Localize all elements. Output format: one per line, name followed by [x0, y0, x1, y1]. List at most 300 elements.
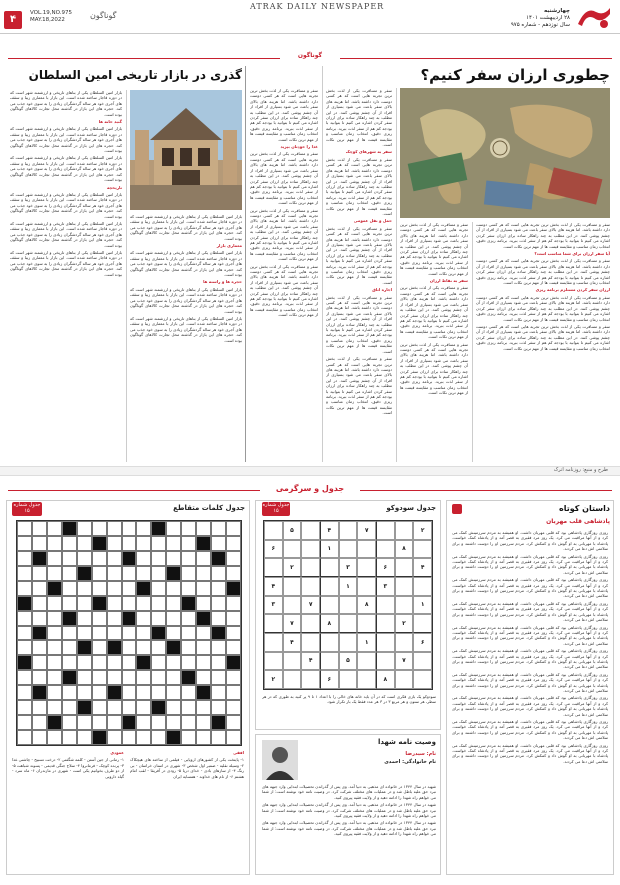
crossword-cell[interactable] — [151, 611, 166, 626]
crossword-cell[interactable] — [196, 626, 211, 641]
crossword-cell[interactable] — [77, 655, 92, 670]
crossword-cell[interactable] — [151, 730, 166, 745]
crossword-cell[interactable] — [151, 566, 166, 581]
crossword-cell[interactable] — [211, 700, 226, 715]
crossword-cell[interactable] — [166, 581, 181, 596]
crossword-cell[interactable] — [17, 551, 32, 566]
crossword-cell[interactable] — [151, 551, 166, 566]
crossword-cell[interactable] — [47, 611, 62, 626]
crossword-cell[interactable] — [77, 596, 92, 611]
crossword-cell[interactable] — [226, 715, 241, 730]
crossword-cell[interactable] — [32, 640, 47, 655]
sudoku-cell[interactable] — [357, 614, 376, 633]
crossword-cell[interactable] — [211, 685, 226, 700]
crossword-cell[interactable] — [92, 521, 107, 536]
crossword-cell[interactable] — [196, 655, 211, 670]
crossword-cell[interactable] — [136, 670, 151, 685]
sudoku-cell[interactable] — [264, 558, 283, 577]
crossword-cell[interactable] — [166, 521, 181, 536]
sudoku-cell[interactable] — [301, 614, 320, 633]
sudoku-cell[interactable]: ۸ — [320, 614, 339, 633]
crossword-cell[interactable] — [136, 640, 151, 655]
crossword-cell[interactable] — [47, 640, 62, 655]
crossword-cell[interactable] — [92, 551, 107, 566]
crossword-cell[interactable] — [181, 715, 196, 730]
sudoku-cell[interactable] — [357, 652, 376, 671]
crossword-cell[interactable] — [181, 685, 196, 700]
crossword-cell[interactable] — [62, 581, 77, 596]
crossword-cell[interactable] — [196, 670, 211, 685]
sudoku-cell[interactable] — [376, 652, 395, 671]
crossword-cell[interactable] — [196, 581, 211, 596]
crossword-cell[interactable] — [17, 715, 32, 730]
crossword-cell[interactable] — [92, 685, 107, 700]
crossword-cell[interactable] — [181, 551, 196, 566]
sudoku-cell[interactable] — [339, 521, 358, 540]
crossword-cell[interactable] — [47, 551, 62, 566]
crossword-cell[interactable] — [166, 655, 181, 670]
crossword-cell[interactable] — [62, 730, 77, 745]
sudoku-cell[interactable] — [339, 670, 358, 689]
sudoku-cell[interactable] — [413, 670, 432, 689]
crossword-cell[interactable] — [166, 700, 181, 715]
crossword-cell[interactable] — [107, 655, 122, 670]
crossword-cell[interactable] — [62, 715, 77, 730]
crossword-black-cell — [92, 536, 107, 551]
crossword-cell[interactable] — [151, 581, 166, 596]
sudoku-cell[interactable]: ۴ — [413, 558, 432, 577]
sudoku-cell[interactable]: ۱ — [413, 596, 432, 615]
crossword-cell[interactable] — [107, 611, 122, 626]
sudoku-cell[interactable] — [395, 577, 414, 596]
crossword-cell[interactable] — [92, 626, 107, 641]
sudoku-cell[interactable] — [357, 558, 376, 577]
crossword-cell[interactable] — [136, 715, 151, 730]
crossword-cell[interactable] — [166, 670, 181, 685]
crossword-cell[interactable] — [107, 730, 122, 745]
crossword-cell[interactable] — [107, 670, 122, 685]
crossword-cell[interactable] — [47, 655, 62, 670]
sudoku-cell[interactable]: ۶ — [320, 670, 339, 689]
crossword-cell[interactable] — [122, 521, 137, 536]
crossword-cell[interactable] — [47, 730, 62, 745]
sudoku-cell[interactable] — [395, 596, 414, 615]
crossword-cell[interactable] — [181, 730, 196, 745]
crossword-cell[interactable] — [17, 611, 32, 626]
crossword-cell[interactable] — [47, 626, 62, 641]
crossword-cell[interactable] — [77, 626, 92, 641]
sudoku-cell[interactable] — [376, 614, 395, 633]
crossword-cell[interactable] — [226, 700, 241, 715]
crossword-cell[interactable] — [226, 685, 241, 700]
crossword-cell[interactable] — [92, 700, 107, 715]
sudoku-cell[interactable] — [283, 596, 302, 615]
crossword-cell[interactable] — [181, 521, 196, 536]
crossword-cell[interactable] — [92, 640, 107, 655]
sudoku-cell[interactable] — [264, 633, 283, 652]
crossword-cell[interactable] — [92, 611, 107, 626]
section-name: گوناگون — [90, 11, 117, 20]
crossword-cell[interactable] — [226, 536, 241, 551]
travel-subhead-1: آیا سفر ارزان برای شما مناسب است؟ — [534, 251, 610, 257]
story-para-4: روزی روزگاری پادشاهی بود که قلبی مهربان داشت. او همیشه به مردم سرزمینش کمک می کرد و از آنها مراقبت می کرد. یک روز مرد فقیری به قصر آمد و از پادشاه کمک خواست. پادشاه با مهربانی به او گوش داد و کمکش کرد. مردم سرزمین او را دوست داشتند و برای سلامتی اش دعا می کردند. — [452, 600, 608, 623]
crossword-cell[interactable] — [32, 596, 47, 611]
crossword-cell[interactable] — [17, 521, 32, 536]
sudoku-cell[interactable] — [395, 558, 414, 577]
crossword-black-cell — [47, 581, 62, 596]
crossword-black-cell — [181, 670, 196, 685]
bazaar-body-7: بازار امین السلطان یکی از بناهای تاریخی و ارزشمند شهر است که در دوره قاجار ساخته شده است. این بازار با معماری زیبا و سقف های آجری خود هر ساله گردشگران زیادی را به سوی خود جذب می کند. حجره های این بازار در گذشته محل تجارت کالاهای گوناگون بوده است. — [10, 191, 122, 219]
sudoku-cell[interactable]: ۶ — [376, 558, 395, 577]
sudoku-cell[interactable] — [413, 540, 432, 559]
sudoku-cell[interactable]: ۲ — [283, 558, 302, 577]
sudoku-cell[interactable] — [301, 521, 320, 540]
sudoku-cell[interactable]: ۴ — [301, 652, 320, 671]
crossword-cell[interactable] — [136, 566, 151, 581]
across-title: افقی — [233, 750, 244, 755]
crossword-cell[interactable] — [47, 670, 62, 685]
crossword-cell[interactable] — [62, 640, 77, 655]
crossword-cell[interactable] — [226, 626, 241, 641]
crossword-cell[interactable] — [181, 626, 196, 641]
sudoku-cell[interactable] — [339, 596, 358, 615]
crossword-cell[interactable] — [196, 596, 211, 611]
crossword-cell[interactable] — [92, 715, 107, 730]
crossword-cell[interactable] — [181, 581, 196, 596]
sudoku-cell[interactable]: ۶ — [264, 540, 283, 559]
crossword-cell[interactable] — [32, 566, 47, 581]
crossword-cell[interactable] — [211, 521, 226, 536]
crossword-cell[interactable] — [62, 551, 77, 566]
crossword-cell[interactable] — [92, 655, 107, 670]
crossword-cell[interactable] — [181, 655, 196, 670]
crossword-cell[interactable] — [32, 536, 47, 551]
crossword-cell[interactable] — [17, 566, 32, 581]
crossword-cell[interactable] — [181, 700, 196, 715]
crossword-cell[interactable] — [226, 730, 241, 745]
sudoku-cell[interactable]: ۳ — [339, 558, 358, 577]
crossword-cell[interactable] — [122, 566, 137, 581]
sudoku-grid[interactable] — [263, 520, 433, 690]
travel-body-15: سفر و مسافرت یکی از لذت بخش ترین تجربه هایی است که هر کسی دوست دارد داشته باشد. اما هزینه های بالای سفر باعث می شود بسیاری از افراد از آن چشم پوشی کنند. در این مطلب به چند راهکار ساده برای ارزان سفر کردن اشاره می کنیم تا بتوانید با بودجه کم هم از سفر لذت ببرید. برنامه ریزی دقیق، انتخاب زمان مناسب و مقایسه قیمت ها از مهم ترین نکات است. — [250, 263, 318, 318]
crossword-cell[interactable] — [136, 700, 151, 715]
crossword-black-cell — [211, 626, 226, 641]
sudoku-cell[interactable] — [320, 652, 339, 671]
crossword-cell[interactable] — [211, 655, 226, 670]
crossword-cell[interactable] — [151, 685, 166, 700]
sudoku-cell[interactable] — [376, 521, 395, 540]
sudoku-cell[interactable] — [301, 540, 320, 559]
crossword-cell[interactable] — [32, 670, 47, 685]
col-divider — [396, 88, 397, 462]
sudoku-cell[interactable]: ۴ — [264, 577, 283, 596]
crossword-black-cell — [122, 611, 137, 626]
crossword-cell[interactable] — [211, 670, 226, 685]
sudoku-cell[interactable] — [413, 577, 432, 596]
crossword-cell[interactable] — [166, 611, 181, 626]
crossword-cell[interactable] — [32, 581, 47, 596]
masthead — [0, 0, 620, 34]
sudoku-cell[interactable]: ۸ — [395, 540, 414, 559]
crossword-cell[interactable] — [166, 596, 181, 611]
crossword-cell[interactable] — [47, 596, 62, 611]
crossword-cell[interactable] — [62, 566, 77, 581]
crossword-cell[interactable] — [17, 730, 32, 745]
crossword-cell[interactable] — [151, 655, 166, 670]
crossword-cell[interactable] — [17, 685, 32, 700]
crossword-cell[interactable] — [107, 715, 122, 730]
crossword-cell[interactable] — [151, 715, 166, 730]
crossword-cell[interactable] — [136, 685, 151, 700]
crossword-cell[interactable] — [151, 596, 166, 611]
sudoku-cell[interactable] — [413, 614, 432, 633]
crossword-cell[interactable] — [166, 685, 181, 700]
crossword-cell[interactable] — [47, 566, 62, 581]
puzzle-banner: جدول و سرگرمی — [260, 482, 360, 496]
crossword-cell[interactable] — [32, 521, 47, 536]
crossword-cell[interactable] — [166, 551, 181, 566]
sudoku-cell[interactable] — [376, 596, 395, 615]
sudoku-cell[interactable] — [395, 521, 414, 540]
crossword-cell[interactable] — [77, 730, 92, 745]
crossword-cell[interactable] — [136, 596, 151, 611]
sudoku-cell[interactable]: ۳ — [376, 577, 395, 596]
crossword-cell[interactable] — [211, 640, 226, 655]
crossword-cell[interactable] — [47, 521, 62, 536]
sudoku-cell[interactable]: ۲ — [395, 614, 414, 633]
sudoku-cell[interactable]: ۸ — [357, 596, 376, 615]
crossword-cell[interactable] — [151, 536, 166, 551]
crossword-cell[interactable] — [196, 640, 211, 655]
crossword-cell[interactable] — [107, 700, 122, 715]
sudoku-cell[interactable] — [357, 670, 376, 689]
crossword-cell[interactable] — [196, 700, 211, 715]
crossword-cell[interactable] — [122, 685, 137, 700]
crossword-black-cell — [17, 596, 32, 611]
crossword-cell[interactable] — [226, 640, 241, 655]
sudoku-cell[interactable] — [395, 633, 414, 652]
crossword-cell[interactable] — [226, 670, 241, 685]
crossword-black-cell — [196, 611, 211, 626]
sudoku-cell[interactable] — [301, 577, 320, 596]
sudoku-cell[interactable] — [283, 577, 302, 596]
crossword-cell[interactable] — [107, 521, 122, 536]
crossword-black-cell — [196, 536, 211, 551]
sudoku-cell[interactable]: ۵ — [339, 652, 358, 671]
story-para-3: روزی روزگاری پادشاهی بود که قلبی مهربان داشت. او همیشه به مردم سرزمینش کمک می کرد و از آنها مراقبت می کرد. یک روز مرد فقیری به قصر آمد و از پادشاه کمک خواست. پادشاه با مهربانی به او گوش داد و کمکش کرد. مردم سرزمین او را دوست داشتند و برای سلامتی اش دعا می کردند. — [452, 577, 608, 599]
sudoku-cell[interactable] — [320, 577, 339, 596]
sudoku-cell[interactable]: ۴ — [283, 633, 302, 652]
sudoku-cell[interactable] — [413, 652, 432, 671]
sudoku-cell[interactable]: ۲ — [264, 670, 283, 689]
crossword-cell[interactable] — [17, 626, 32, 641]
sudoku-cell[interactable]: ۶ — [413, 633, 432, 652]
crossword-cell[interactable] — [77, 581, 92, 596]
crossword-cell[interactable] — [107, 566, 122, 581]
crossword-cell[interactable] — [17, 581, 32, 596]
crossword-cell[interactable] — [136, 536, 151, 551]
sudoku-cell[interactable]: ۸ — [376, 670, 395, 689]
crossword-cell[interactable] — [181, 611, 196, 626]
col-divider — [322, 66, 323, 462]
crossword-cell[interactable] — [122, 640, 137, 655]
crossword-cell[interactable] — [122, 626, 137, 641]
crossword-cell[interactable] — [17, 670, 32, 685]
crossword-cell[interactable] — [47, 700, 62, 715]
travel-subhead-6: غذا را خودتان بپزید — [280, 144, 318, 150]
crossword-cell[interactable] — [136, 521, 151, 536]
crossword-cell[interactable] — [136, 730, 151, 745]
travel-body-3b: سفر و مسافرت یکی از لذت بخش ترین تجربه هایی است که هر کسی دوست دارد داشته باشد. اما هزینه های بالای سفر باعث می شود بسیاری از افراد از آن چشم پوشی کنند. در این مطلب به چند راهکار ساده برای ارزان سفر کردن اشاره می کنیم تا بتوانید با بودجه کم هم از سفر لذت ببرید. برنامه ریزی دقیق، انتخاب زمان مناسب و مقایسه قیمت ها از مهم ترین نکات است. — [476, 323, 610, 351]
crossword-cell[interactable] — [122, 655, 137, 670]
paper-name: ATRAK DAILY NEWSPAPER — [250, 2, 385, 11]
crossword-cell[interactable] — [77, 611, 92, 626]
sudoku-cell[interactable] — [357, 577, 376, 596]
sudoku-cell[interactable] — [283, 652, 302, 671]
crossword-cell[interactable] — [47, 685, 62, 700]
crossword-cell[interactable] — [92, 566, 107, 581]
crossword-cell[interactable] — [17, 536, 32, 551]
crossword-cell[interactable] — [196, 521, 211, 536]
crossword-cell[interactable] — [226, 566, 241, 581]
sudoku-cell[interactable] — [320, 596, 339, 615]
crossword-cell[interactable] — [92, 670, 107, 685]
crossword-cell[interactable] — [122, 700, 137, 715]
crossword-cell[interactable] — [77, 685, 92, 700]
crossword-cell[interactable] — [62, 626, 77, 641]
crossword-black-cell — [211, 715, 226, 730]
sudoku-cell[interactable] — [264, 521, 283, 540]
crossword-cell[interactable] — [226, 611, 241, 626]
crossword-cell[interactable] — [62, 655, 77, 670]
sudoku-cell[interactable] — [283, 670, 302, 689]
down-title: عمودی — [110, 750, 124, 755]
sudoku-cell[interactable] — [339, 614, 358, 633]
crossword-cell[interactable] — [211, 596, 226, 611]
crossword-cell[interactable] — [166, 626, 181, 641]
sudoku-cell[interactable] — [395, 670, 414, 689]
sudoku-cell[interactable] — [301, 558, 320, 577]
crossword-cell[interactable] — [122, 536, 137, 551]
crossword-cell[interactable] — [32, 730, 47, 745]
crossword-cell[interactable] — [62, 685, 77, 700]
crossword-cell[interactable] — [166, 536, 181, 551]
sudoku-cell[interactable]: ۵ — [283, 521, 302, 540]
crossword-cell[interactable] — [92, 581, 107, 596]
crossword-cell[interactable] — [196, 715, 211, 730]
crossword-cell[interactable] — [62, 596, 77, 611]
crossword-cell[interactable] — [226, 521, 241, 536]
crossword-cell[interactable] — [107, 536, 122, 551]
crossword-cell[interactable] — [226, 596, 241, 611]
crossword-cell[interactable] — [151, 670, 166, 685]
crossword-cell[interactable] — [122, 670, 137, 685]
crossword-cell[interactable] — [122, 581, 137, 596]
crossword-cell[interactable] — [181, 536, 196, 551]
crossword-cell[interactable] — [107, 581, 122, 596]
crossword-cell[interactable] — [32, 715, 47, 730]
sudoku-cell[interactable]: ۷ — [283, 614, 302, 633]
travel-body-4: سفر و مسافرت یکی از لذت بخش ترین تجربه هایی است که هر کسی دوست دارد داشته باشد. اما هزینه های بالای سفر باعث می شود بسیاری از افراد از آن چشم پوشی کنند. در این مطلب به چند راهکار ساده برای ارزان سفر کردن اشاره می کنیم تا بتوانید با بودجه کم هم از سفر لذت ببرید. برنامه ریزی دقیق، انتخاب زمان مناسب و مقایسه قیمت ها از مهم ترین نکات است. — [400, 222, 468, 276]
crossword-cell[interactable] — [122, 596, 137, 611]
crossword-cell[interactable] — [211, 566, 226, 581]
travel-headline: چطوری ارزان سفر کنیم؟ — [420, 66, 610, 84]
crossword-cell[interactable] — [136, 611, 151, 626]
sudoku-cell[interactable]: ۱ — [320, 540, 339, 559]
crossword-cell[interactable] — [17, 700, 32, 715]
crossword-cell[interactable] — [181, 566, 196, 581]
sudoku-cell[interactable] — [339, 633, 358, 652]
crossword-cell[interactable] — [17, 640, 32, 655]
crossword-cell[interactable] — [166, 715, 181, 730]
crossword-cell[interactable] — [62, 536, 77, 551]
crossword-cell[interactable] — [211, 730, 226, 745]
sudoku-cell[interactable]: ۱ — [339, 577, 358, 596]
sudoku-cell[interactable]: ۴ — [320, 521, 339, 540]
sudoku-cell[interactable]: ۷ — [357, 521, 376, 540]
sudoku-cell[interactable] — [376, 540, 395, 559]
bazaar-subhead-1: حجره ها و راسته ها — [203, 279, 242, 285]
crossword-black-cell — [181, 596, 196, 611]
martyr-para-3: شهید در سال ۱۳۴۴ در خانواده ای مذهبی به دنیا آمد. وی پس از گذراندن تحصیلات ابتدایی وارد جبهه های نبرد حق علیه باطل شد و در عملیات های مختلف شرکت کرد. در وصیت نامه خود نوشته است: از شما می خواهم راه شهدا را ادامه دهید و از ولایت فقیه پیروی کنید. — [262, 820, 436, 837]
sudoku-cell[interactable] — [264, 652, 283, 671]
sudoku-cell[interactable] — [320, 558, 339, 577]
crossword-cell[interactable] — [196, 551, 211, 566]
sudoku-cell[interactable] — [283, 540, 302, 559]
sudoku-cell[interactable]: ۷ — [301, 596, 320, 615]
sudoku-cell[interactable] — [320, 633, 339, 652]
crossword-cell[interactable] — [47, 536, 62, 551]
sudoku-cell[interactable] — [301, 670, 320, 689]
crossword-grid[interactable] — [16, 520, 242, 746]
crossword-cell[interactable] — [122, 730, 137, 745]
crossword-cell[interactable] — [211, 581, 226, 596]
crossword-cell[interactable] — [77, 536, 92, 551]
martyr-name: نام خانوادگی: احمدی — [384, 759, 436, 765]
crossword-cell[interactable] — [77, 670, 92, 685]
crossword-cell[interactable] — [196, 730, 211, 745]
sudoku-cell[interactable] — [339, 540, 358, 559]
crossword-cell[interactable] — [226, 551, 241, 566]
crossword-cell[interactable] — [151, 640, 166, 655]
crossword-cell[interactable] — [32, 611, 47, 626]
sudoku-cell[interactable]: ۳ — [264, 596, 283, 615]
crossword-cell[interactable] — [32, 655, 47, 670]
sudoku-cell[interactable] — [301, 633, 320, 652]
sudoku-cell[interactable]: ۲ — [413, 521, 432, 540]
crossword-cell[interactable] — [181, 640, 196, 655]
crossword-cell[interactable] — [77, 521, 92, 536]
sudoku-cell[interactable] — [376, 633, 395, 652]
sudoku-cell[interactable]: ۱ — [357, 633, 376, 652]
sudoku-cell[interactable]: ۷ — [395, 652, 414, 671]
crossword-cell[interactable] — [211, 611, 226, 626]
crossword-cell[interactable] — [62, 700, 77, 715]
crossword-cell[interactable] — [32, 700, 47, 715]
crossword-cell[interactable] — [196, 566, 211, 581]
crossword-cell[interactable] — [136, 551, 151, 566]
travel-col-3 — [326, 88, 392, 462]
crossword-cell[interactable] — [211, 536, 226, 551]
crossword-cell[interactable] — [107, 626, 122, 641]
crossword-cell[interactable] — [77, 551, 92, 566]
crossword-cell[interactable] — [107, 596, 122, 611]
crossword-cell[interactable] — [136, 626, 151, 641]
sudoku-cell[interactable] — [357, 540, 376, 559]
sudoku-cell[interactable] — [264, 614, 283, 633]
crossword-cell[interactable] — [107, 551, 122, 566]
crossword-cell[interactable] — [77, 715, 92, 730]
